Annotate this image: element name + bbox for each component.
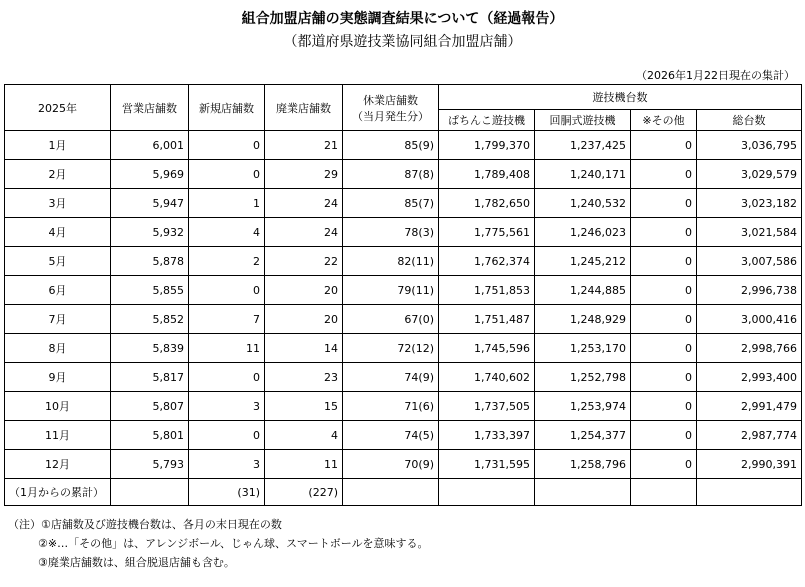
cumulative-label: （1月からの累計） <box>5 479 111 506</box>
as-of-date: （2026年1月22日現在の集計） <box>636 69 795 82</box>
table-cell <box>111 479 189 506</box>
active-stores-cell: 5,932 <box>111 218 189 247</box>
other-cell: 0 <box>631 276 697 305</box>
suspended-stores-cell: 71(6) <box>343 392 439 421</box>
suspended-stores-cell: 67(0) <box>343 305 439 334</box>
total-cell: 3,029,579 <box>697 160 802 189</box>
table-cell <box>439 479 535 506</box>
new-stores-cell: 3 <box>189 450 265 479</box>
header-active-stores: 営業店舗数 <box>111 85 189 131</box>
header-machines: 遊技機台数 <box>439 85 802 110</box>
pachinko-cell: 1,775,561 <box>439 218 535 247</box>
closed-stores-cell: 22 <box>265 247 343 276</box>
other-cell: 0 <box>631 218 697 247</box>
header-suspended-label: 休業店舗数 <box>363 93 418 107</box>
month-cell: 9月 <box>5 363 111 392</box>
table-row <box>5 218 802 247</box>
page-title: 組合加盟店舗の実態調査結果について（経過報告） <box>241 11 564 27</box>
active-stores-cell: 5,852 <box>111 305 189 334</box>
other-cell: 0 <box>631 247 697 276</box>
other-cell: 0 <box>631 189 697 218</box>
slot-cell: 1,237,425 <box>535 131 631 160</box>
closed-stores-cell: 24 <box>265 189 343 218</box>
closed-stores-cell: 24 <box>265 218 343 247</box>
active-stores-cell: 5,807 <box>111 392 189 421</box>
closed-stores-cell: 21 <box>265 131 343 160</box>
closed-stores-cell: 14 <box>265 334 343 363</box>
new-stores-cell: 0 <box>189 363 265 392</box>
new-stores-cell: 4 <box>189 218 265 247</box>
table-row <box>5 334 802 363</box>
other-cell: 0 <box>631 334 697 363</box>
month-cell: 10月 <box>5 392 111 421</box>
table-row <box>5 276 802 305</box>
note-2 <box>8 534 429 553</box>
table-row <box>5 421 802 450</box>
header-year: 2025年 <box>5 85 111 131</box>
slot-cell: 1,244,885 <box>535 276 631 305</box>
new-stores-cell: 0 <box>189 131 265 160</box>
pachinko-cell: 1,731,595 <box>439 450 535 479</box>
closed-stores-cell: 4 <box>265 421 343 450</box>
total-cell: 2,991,479 <box>697 392 802 421</box>
header-other: ※その他 <box>631 110 697 131</box>
header-suspended-stores <box>343 85 439 131</box>
active-stores-cell: 5,969 <box>111 160 189 189</box>
slot-cell: 1,246,023 <box>535 218 631 247</box>
header-pachinko: ぱちんこ遊技機 <box>439 110 535 131</box>
total-cell: 2,993,400 <box>697 363 802 392</box>
cumulative-row <box>5 479 802 506</box>
table-row <box>5 131 802 160</box>
total-cell: 2,996,738 <box>697 276 802 305</box>
header-slot: 回胴式遊技機 <box>535 110 631 131</box>
total-cell: 3,021,584 <box>697 218 802 247</box>
closed-stores-cell: 20 <box>265 276 343 305</box>
new-stores-cell: 11 <box>189 334 265 363</box>
note-1 <box>8 515 429 534</box>
header-closed-stores: 廃業店舗数 <box>265 85 343 131</box>
other-cell: 0 <box>631 363 697 392</box>
month-cell: 7月 <box>5 305 111 334</box>
table-cell <box>697 479 802 506</box>
table-cell <box>535 479 631 506</box>
notes <box>8 515 429 572</box>
total-cell: 3,007,586 <box>697 247 802 276</box>
month-cell: 6月 <box>5 276 111 305</box>
cumulative-new: (31) <box>189 479 265 506</box>
month-cell: 12月 <box>5 450 111 479</box>
pachinko-cell: 1,799,370 <box>439 131 535 160</box>
other-cell: 0 <box>631 392 697 421</box>
table-row <box>5 247 802 276</box>
note-text: ③廃業店舗数は、組合脱退店舗も含む。 <box>38 556 235 569</box>
other-cell: 0 <box>631 305 697 334</box>
new-stores-cell: 0 <box>189 160 265 189</box>
total-cell: 2,990,391 <box>697 450 802 479</box>
pachinko-cell: 1,740,602 <box>439 363 535 392</box>
pachinko-cell: 1,782,650 <box>439 189 535 218</box>
total-cell: 2,998,766 <box>697 334 802 363</box>
suspended-stores-cell: 87(8) <box>343 160 439 189</box>
closed-stores-cell: 20 <box>265 305 343 334</box>
table-cell <box>343 479 439 506</box>
slot-cell: 1,253,170 <box>535 334 631 363</box>
month-cell: 5月 <box>5 247 111 276</box>
slot-cell: 1,248,929 <box>535 305 631 334</box>
table-row <box>5 363 802 392</box>
suspended-stores-cell: 82(11) <box>343 247 439 276</box>
table-row <box>5 450 802 479</box>
pachinko-cell: 1,751,853 <box>439 276 535 305</box>
active-stores-cell: 5,817 <box>111 363 189 392</box>
new-stores-cell: 0 <box>189 421 265 450</box>
month-cell: 1月 <box>5 131 111 160</box>
month-cell: 4月 <box>5 218 111 247</box>
active-stores-cell: 5,878 <box>111 247 189 276</box>
table-row <box>5 160 802 189</box>
note-text: ①店舗数及び遊技機台数は、各月の末日現在の数 <box>41 518 282 531</box>
month-cell: 11月 <box>5 421 111 450</box>
new-stores-cell: 7 <box>189 305 265 334</box>
closed-stores-cell: 11 <box>265 450 343 479</box>
table-row <box>5 305 802 334</box>
closed-stores-cell: 29 <box>265 160 343 189</box>
other-cell: 0 <box>631 160 697 189</box>
new-stores-cell: 3 <box>189 392 265 421</box>
other-cell: 0 <box>631 450 697 479</box>
suspended-stores-cell: 78(3) <box>343 218 439 247</box>
pachinko-cell: 1,762,374 <box>439 247 535 276</box>
suspended-stores-cell: 70(9) <box>343 450 439 479</box>
other-cell: 0 <box>631 131 697 160</box>
table-row <box>5 189 802 218</box>
survey-table <box>4 84 802 506</box>
table-row <box>5 392 802 421</box>
header-new-stores: 新規店舗数 <box>189 85 265 131</box>
slot-cell: 1,254,377 <box>535 421 631 450</box>
slot-cell: 1,258,796 <box>535 450 631 479</box>
new-stores-cell: 1 <box>189 189 265 218</box>
suspended-stores-cell: 74(5) <box>343 421 439 450</box>
pachinko-cell: 1,789,408 <box>439 160 535 189</box>
other-cell: 0 <box>631 421 697 450</box>
pachinko-cell: 1,733,397 <box>439 421 535 450</box>
active-stores-cell: 5,793 <box>111 450 189 479</box>
suspended-stores-cell: 79(11) <box>343 276 439 305</box>
note-3 <box>8 553 429 572</box>
new-stores-cell: 0 <box>189 276 265 305</box>
suspended-stores-cell: 72(12) <box>343 334 439 363</box>
note-text: ②※…「その他」は、アレンジボール、じゃん球、スマートボールを意味する。 <box>38 537 429 550</box>
active-stores-cell: 5,855 <box>111 276 189 305</box>
cumulative-closed: (227) <box>265 479 343 506</box>
active-stores-cell: 5,947 <box>111 189 189 218</box>
total-cell: 3,000,416 <box>697 305 802 334</box>
slot-cell: 1,240,171 <box>535 160 631 189</box>
note-prefix: （注） <box>8 518 41 531</box>
slot-cell: 1,253,974 <box>535 392 631 421</box>
pachinko-cell: 1,751,487 <box>439 305 535 334</box>
total-cell: 3,036,795 <box>697 131 802 160</box>
pachinko-cell: 1,737,505 <box>439 392 535 421</box>
table-cell <box>631 479 697 506</box>
closed-stores-cell: 15 <box>265 392 343 421</box>
header-total: 総台数 <box>697 110 802 131</box>
month-cell: 3月 <box>5 189 111 218</box>
suspended-stores-cell: 74(9) <box>343 363 439 392</box>
slot-cell: 1,245,212 <box>535 247 631 276</box>
suspended-stores-cell: 85(7) <box>343 189 439 218</box>
total-cell: 3,023,182 <box>697 189 802 218</box>
slot-cell: 1,252,798 <box>535 363 631 392</box>
pachinko-cell: 1,745,596 <box>439 334 535 363</box>
month-cell: 8月 <box>5 334 111 363</box>
suspended-stores-cell: 85(9) <box>343 131 439 160</box>
header-suspended-sub: （当月発生分） <box>352 109 429 123</box>
active-stores-cell: 6,001 <box>111 131 189 160</box>
active-stores-cell: 5,801 <box>111 421 189 450</box>
page-subtitle: （都道府県遊技業協同組合加盟店舗） <box>283 34 522 50</box>
closed-stores-cell: 23 <box>265 363 343 392</box>
month-cell: 2月 <box>5 160 111 189</box>
active-stores-cell: 5,839 <box>111 334 189 363</box>
total-cell: 2,987,774 <box>697 421 802 450</box>
slot-cell: 1,240,532 <box>535 189 631 218</box>
new-stores-cell: 2 <box>189 247 265 276</box>
